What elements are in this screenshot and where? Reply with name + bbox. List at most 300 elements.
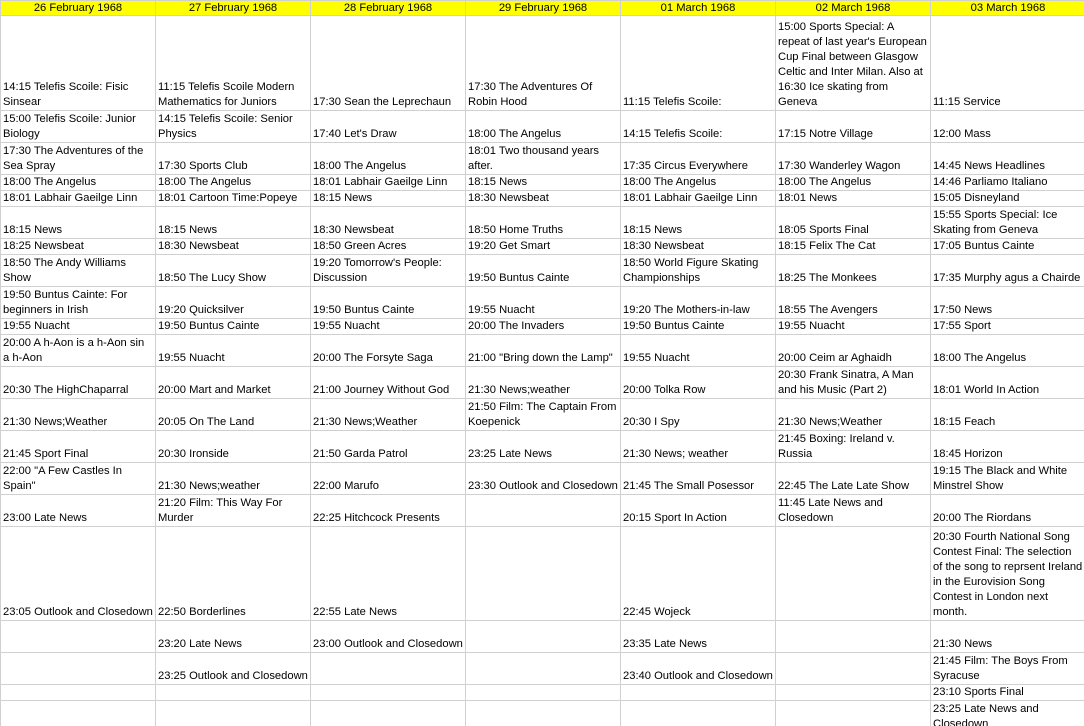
schedule-cell[interactable] <box>931 239 1084 255</box>
schedule-cell[interactable] <box>776 287 931 319</box>
schedule-cell[interactable] <box>466 335 621 367</box>
programme-text: 17:30 Sports Club <box>158 160 248 172</box>
schedule-cell[interactable] <box>776 207 931 239</box>
schedule-cell[interactable] <box>311 621 466 653</box>
schedule-cell[interactable] <box>311 191 466 207</box>
programme-text: 14:15 Telefis Scoile: Senior Physics <box>158 113 293 140</box>
schedule-cell[interactable] <box>621 287 776 319</box>
schedule-cell[interactable] <box>466 319 621 335</box>
programme-text: 14:45 News Headlines <box>933 160 1045 172</box>
programme-text: 21:30 News;Weather <box>313 416 418 428</box>
schedule-cell[interactable] <box>1 16 156 111</box>
programme-text: 18:50 World Figure Skating Championships <box>623 257 759 284</box>
schedule-cell[interactable] <box>466 399 621 431</box>
schedule-cell[interactable] <box>1 399 156 431</box>
schedule-cell[interactable] <box>311 111 466 143</box>
schedule-cell[interactable] <box>1 191 156 207</box>
schedule-cell[interactable] <box>156 175 311 191</box>
schedule-cell[interactable] <box>1 111 156 143</box>
programme-text: 18:25 Newsbeat <box>3 240 84 252</box>
schedule-cell[interactable] <box>931 367 1084 399</box>
programme-text: 21:50 Garda Patrol <box>313 448 408 460</box>
column-header[interactable]: 26 February 1968 <box>1 1 156 16</box>
schedule-cell[interactable] <box>776 255 931 287</box>
programme-text: 18:00 The Angelus <box>158 176 252 188</box>
schedule-cell[interactable] <box>466 685 621 701</box>
schedule-cell[interactable] <box>311 175 466 191</box>
schedule-cell[interactable] <box>311 495 466 527</box>
schedule-cell[interactable] <box>1 685 156 701</box>
schedule-cell[interactable] <box>156 207 311 239</box>
programme-text: 11:15 Telefis Scoile: <box>623 96 722 108</box>
programme-text: 18:15 Felix The Cat <box>778 240 876 252</box>
programme-text: 23:25 Late News and Closedown <box>933 703 1039 726</box>
table-row <box>1 175 1084 191</box>
programme-text: 22:25 Hitchcock Presents <box>313 512 440 524</box>
programme-text: 22:00 Marufo <box>313 480 379 492</box>
column-header[interactable]: 28 February 1968 <box>311 1 466 16</box>
programme-text: 20:00 Mart and Market <box>158 384 271 396</box>
programme-text: 18:00 The Angelus <box>623 176 717 188</box>
table-row <box>1 143 1084 175</box>
programme-text: 12:00 Mass <box>933 128 991 140</box>
programme-text: 18:00 The Angelus <box>933 352 1027 364</box>
schedule-cell[interactable] <box>311 701 466 726</box>
schedule-cell[interactable] <box>311 431 466 463</box>
programme-text: 20:30 Frank Sinatra, A Man and his Music (Part 2) <box>778 369 914 396</box>
programme-text: 18:50 The Andy Williams Show <box>3 257 126 284</box>
header-row <box>1 1 1084 16</box>
programme-text: 18:15 News <box>468 176 528 188</box>
schedule-cell[interactable] <box>466 621 621 653</box>
schedule-cell[interactable] <box>1 527 156 621</box>
table-row <box>1 191 1084 207</box>
schedule-cell[interactable] <box>776 527 931 621</box>
schedule-cell[interactable] <box>1 207 156 239</box>
schedule-cell[interactable] <box>621 621 776 653</box>
table-row <box>1 399 1084 431</box>
schedule-cell[interactable] <box>931 701 1084 726</box>
programme-text: 18:01 Labhair Gaeilge Linn <box>313 176 448 188</box>
programme-text: 15:00 Telefis Scoile: Junior Biology <box>3 113 136 140</box>
programme-text: 19:50 Buntus Cainte <box>623 320 725 332</box>
programme-text: 21:30 News;weather <box>158 480 260 492</box>
schedule-cell[interactable] <box>776 685 931 701</box>
programme-text: 19:55 Nuacht <box>468 304 535 316</box>
schedule-cell[interactable] <box>621 685 776 701</box>
schedule-cell[interactable] <box>931 255 1084 287</box>
programme-text: 21:45 The Small Posessor <box>623 480 755 492</box>
programme-text: 19:50 Buntus Cainte: For beginners in Irish <box>3 289 128 316</box>
programme-text: 18:50 Green Acres <box>313 240 407 252</box>
programme-text: 20:30 Ironside <box>158 448 229 460</box>
programme-text: 14:15 Telefis Scoile: Fisic Sinsear <box>3 81 129 108</box>
programme-text: 21:00 "Bring down the Lamp" <box>468 352 613 364</box>
schedule-cell[interactable] <box>621 319 776 335</box>
programme-text: 20:05 On The Land <box>158 416 255 428</box>
programme-text: 17:30 Wanderley Wagon <box>778 160 901 172</box>
schedule-cell[interactable] <box>466 255 621 287</box>
table-row <box>1 701 1084 726</box>
schedule-cell[interactable] <box>466 431 621 463</box>
programme-text: 23:35 Late News <box>623 638 707 650</box>
programme-text: 18:45 Horizon <box>933 448 1003 460</box>
programme-text: 17:35 Circus Everywhere <box>623 160 748 172</box>
schedule-cell[interactable] <box>311 463 466 495</box>
schedule-cell[interactable] <box>311 527 466 621</box>
schedule-cell[interactable] <box>466 367 621 399</box>
programme-text: 21:20 Film: This Way For Murder <box>158 497 283 524</box>
schedule-cell[interactable] <box>621 653 776 685</box>
schedule-cell[interactable] <box>311 367 466 399</box>
programme-text: 19:50 Buntus Cainte <box>313 304 415 316</box>
schedule-cell[interactable] <box>156 16 311 111</box>
programme-text: 15:00 Sports Special: A repeat of last year's European Cup Final between Glasgow Celtic and Inter Milan. Also at 16:30 Ice skating from Geneva <box>778 21 927 108</box>
table-row <box>1 16 1084 111</box>
programme-text: 23:30 Outlook and Closedown <box>468 480 618 492</box>
schedule-cell[interactable] <box>466 287 621 319</box>
schedule-cell[interactable] <box>1 175 156 191</box>
table-row <box>1 367 1084 399</box>
column-header[interactable]: 03 March 1968 <box>931 1 1084 16</box>
schedule-cell[interactable] <box>311 207 466 239</box>
programme-text: 17:50 News <box>933 304 993 316</box>
table-row <box>1 255 1084 287</box>
programme-text: 17:30 The Adventures Of Robin Hood <box>468 81 593 108</box>
schedule-cell[interactable] <box>311 399 466 431</box>
schedule-cell[interactable] <box>621 143 776 175</box>
schedule-cell[interactable] <box>931 191 1084 207</box>
programme-text: 21:45 Sport Final <box>3 448 89 460</box>
programme-text: 11:15 Service <box>933 96 1001 108</box>
schedule-cell[interactable] <box>776 319 931 335</box>
column-header[interactable]: 27 February 1968 <box>156 1 311 16</box>
programme-text: 22:00 "A Few Castles In Spain" <box>3 465 123 492</box>
table-row <box>1 463 1084 495</box>
schedule-cell[interactable] <box>311 653 466 685</box>
programme-text: 21:30 News;Weather <box>778 416 883 428</box>
schedule-cell[interactable] <box>931 399 1084 431</box>
programme-text: 15:55 Sports Special: Ice Skating from Geneva <box>933 209 1058 236</box>
programme-text: 22:45 The Late Late Show <box>778 480 910 492</box>
schedule-cell[interactable] <box>311 319 466 335</box>
schedule-cell[interactable] <box>1 239 156 255</box>
schedule-cell[interactable] <box>621 111 776 143</box>
programme-text: 18:30 Newsbeat <box>468 192 549 204</box>
programme-text: 18:01 News <box>778 192 838 204</box>
schedule-cell[interactable] <box>156 527 311 621</box>
schedule-cell[interactable] <box>621 399 776 431</box>
programme-text: 20:00 The Riordans <box>933 512 1032 524</box>
programme-text: 20:00 The Forsyte Saga <box>313 352 433 364</box>
schedule-cell[interactable] <box>156 335 311 367</box>
schedule-cell[interactable] <box>931 653 1084 685</box>
programme-text: 18:00 The Angelus <box>3 176 97 188</box>
schedule-cell[interactable] <box>1 287 156 319</box>
schedule-cell[interactable] <box>776 701 931 726</box>
programme-text: 18:00 The Angelus <box>778 176 872 188</box>
schedule-cell[interactable] <box>621 191 776 207</box>
schedule-cell[interactable] <box>931 143 1084 175</box>
programme-text: 19:55 Nuacht <box>623 352 690 364</box>
column-header[interactable]: 29 February 1968 <box>466 1 621 16</box>
schedule-cell[interactable] <box>156 191 311 207</box>
schedule-cell[interactable] <box>156 367 311 399</box>
schedule-cell[interactable] <box>776 463 931 495</box>
schedule-cell[interactable] <box>311 685 466 701</box>
schedule-cell[interactable] <box>621 527 776 621</box>
schedule-cell[interactable] <box>776 239 931 255</box>
schedule-cell[interactable] <box>1 319 156 335</box>
programme-text: 18:50 The Lucy Show <box>158 272 267 284</box>
schedule-cell[interactable] <box>776 431 931 463</box>
programme-text: 23:40 Outlook and Closedown <box>623 670 773 682</box>
table-row <box>1 431 1084 463</box>
schedule-cell[interactable] <box>1 367 156 399</box>
programme-text: 19:15 The Black and White Minstrel Show <box>933 465 1068 492</box>
programme-text: 18:50 Home Truths <box>468 224 564 236</box>
table-row <box>1 239 1084 255</box>
schedule-cell[interactable] <box>931 207 1084 239</box>
programme-text: 23:00 Late News <box>3 512 87 524</box>
programme-text: 18:30 Newsbeat <box>313 224 394 236</box>
schedule-cell[interactable] <box>156 287 311 319</box>
schedule-cell[interactable] <box>156 653 311 685</box>
programme-text: 19:55 Nuacht <box>3 320 70 332</box>
schedule-cell[interactable] <box>156 255 311 287</box>
programme-text: 17:35 Murphy agus a Chairde <box>933 272 1081 284</box>
schedule-cell[interactable] <box>621 175 776 191</box>
schedule-cell[interactable] <box>776 175 931 191</box>
programme-text: 20:30 The HighChaparral <box>3 384 129 396</box>
schedule-cell[interactable] <box>156 319 311 335</box>
schedule-cell[interactable] <box>156 701 311 726</box>
table-row <box>1 207 1084 239</box>
schedule-cell[interactable] <box>466 111 621 143</box>
table-row <box>1 287 1084 319</box>
programme-text: 21:50 Film: The Captain From Koepenick <box>468 401 617 428</box>
schedule-cell[interactable] <box>311 143 466 175</box>
schedule-cell[interactable] <box>931 495 1084 527</box>
programme-text: 17:05 Buntus Cainte <box>933 240 1035 252</box>
schedule-cell[interactable] <box>931 335 1084 367</box>
programme-text: 21:30 News; weather <box>623 448 729 460</box>
programme-text: 15:05 Disneyland <box>933 192 1020 204</box>
programme-text: 23:05 Outlook and Closedown <box>3 606 153 618</box>
schedule-cell[interactable] <box>1 701 156 726</box>
schedule-cell[interactable] <box>1 335 156 367</box>
programme-text: 21:45 Boxing: Ireland v. Russia <box>778 433 895 460</box>
schedule-cell[interactable] <box>931 16 1084 111</box>
schedule-cell[interactable] <box>776 111 931 143</box>
programme-text: 22:50 Borderlines <box>158 606 246 618</box>
schedule-cell[interactable] <box>931 527 1084 621</box>
schedule-cell[interactable] <box>466 463 621 495</box>
programme-text: 19:20 Quicksilver <box>158 304 244 316</box>
programme-text: 17:55 Sport <box>933 320 991 332</box>
programme-text: 18:25 The Monkees <box>778 272 877 284</box>
programme-text: 19:50 Buntus Cainte <box>158 320 260 332</box>
schedule-cell[interactable] <box>776 191 931 207</box>
programme-text: 18:01 World In Action <box>933 384 1040 396</box>
programme-text: 20:00 The Invaders <box>468 320 565 332</box>
schedule-cell[interactable] <box>466 239 621 255</box>
schedule-cell[interactable] <box>621 463 776 495</box>
programme-text: 21:00 Journey Without God <box>313 384 450 396</box>
schedule-cell[interactable] <box>931 111 1084 143</box>
programme-text: 18:01 Labhair Gaeilge Linn <box>3 192 138 204</box>
schedule-cell[interactable] <box>156 399 311 431</box>
programme-text: 18:15 News <box>158 224 218 236</box>
schedule-cell[interactable] <box>621 495 776 527</box>
schedule-cell[interactable] <box>931 175 1084 191</box>
schedule-cell[interactable] <box>931 685 1084 701</box>
schedule-cell[interactable] <box>621 255 776 287</box>
programme-text: 20:00 Ceim ar Aghaidh <box>778 352 892 364</box>
programme-text: 17:30 The Adventures of the Sea Spray <box>3 145 144 172</box>
programme-text: 20:15 Sport In Action <box>623 512 727 524</box>
schedule-cell[interactable] <box>156 431 311 463</box>
programme-text: 23:25 Outlook and Closedown <box>158 670 308 682</box>
programme-text: 20:30 Fourth National Song Contest Final: The selection of the song to reprsent Ireland in the Eurovision Song Contest in London next month. <box>933 531 1083 618</box>
programme-text: 21:30 News;weather <box>468 384 570 396</box>
schedule-cell[interactable] <box>156 111 311 143</box>
programme-text: 18:01 Labhair Gaeilge Linn <box>623 192 758 204</box>
schedule-cell[interactable] <box>466 527 621 621</box>
schedule-cell[interactable] <box>466 653 621 685</box>
programme-text: 23:20 Late News <box>158 638 242 650</box>
schedule-cell[interactable] <box>621 335 776 367</box>
programme-text: 18:01 Two thousand years after. <box>468 145 600 172</box>
table-row <box>1 495 1084 527</box>
table-row <box>1 335 1084 367</box>
column-header[interactable]: 02 March 1968 <box>776 1 931 16</box>
schedule-cell[interactable] <box>156 463 311 495</box>
schedule-cell[interactable] <box>621 431 776 463</box>
schedule-cell[interactable] <box>156 239 311 255</box>
programme-text: 19:55 Nuacht <box>778 320 845 332</box>
schedule-cell[interactable] <box>311 16 466 111</box>
programme-text: 11:15 Telefis Scoile Modern Mathematics for Juniors <box>158 81 295 108</box>
schedule-cell[interactable] <box>931 621 1084 653</box>
programme-text: 22:45 Wojeck <box>623 606 691 618</box>
programme-text: 20:00 A h-Aon is a h-Aon sin a h-Aon <box>3 337 145 364</box>
table-row <box>1 527 1084 621</box>
programme-text: 23:10 Sports Final <box>933 686 1024 698</box>
schedule-cell[interactable] <box>466 207 621 239</box>
programme-text: 19:20 Get Smart <box>468 240 551 252</box>
programme-text: 23:25 Late News <box>468 448 552 460</box>
programme-text: 18:01 Cartoon Time:Popeye <box>158 192 298 204</box>
programme-text: 18:00 The Angelus <box>468 128 562 140</box>
schedule-cell[interactable] <box>466 143 621 175</box>
schedule-cell[interactable] <box>931 287 1084 319</box>
schedule-cell[interactable] <box>931 319 1084 335</box>
table-row <box>1 653 1084 685</box>
programme-text: 20:00 Tolka Row <box>623 384 706 396</box>
schedule-cell[interactable] <box>1 495 156 527</box>
schedule-cell[interactable] <box>1 653 156 685</box>
schedule-cell[interactable] <box>1 463 156 495</box>
programme-text: 22:55 Late News <box>313 606 397 618</box>
programme-text: 23:00 Outlook and Closedown <box>313 638 463 650</box>
schedule-cell[interactable] <box>621 16 776 111</box>
programme-text: 14:46 Parliamo Italiano <box>933 176 1048 188</box>
schedule-cell[interactable] <box>776 367 931 399</box>
column-header[interactable]: 01 March 1968 <box>621 1 776 16</box>
schedule-cell[interactable] <box>311 287 466 319</box>
schedule-cell[interactable] <box>621 367 776 399</box>
schedule-cell[interactable] <box>1 143 156 175</box>
schedule-cell[interactable] <box>931 463 1084 495</box>
programme-text: 18:30 Newsbeat <box>158 240 239 252</box>
programme-text: 19:55 Nuacht <box>158 352 225 364</box>
programme-text: 18:15 News <box>313 192 373 204</box>
table-row <box>1 685 1084 701</box>
table-row <box>1 621 1084 653</box>
programme-text: 18:15 News <box>623 224 683 236</box>
programme-text: 21:45 Film: The Boys From Syracuse <box>933 655 1068 682</box>
table-row <box>1 111 1084 143</box>
schedule-cell[interactable] <box>776 495 931 527</box>
programme-text: 18:55 The Avengers <box>778 304 878 316</box>
programme-text: 18:15 Feach <box>933 416 996 428</box>
schedule-cell[interactable] <box>931 431 1084 463</box>
programme-text: 11:45 Late News and Closedown <box>778 497 883 524</box>
schedule-cell[interactable] <box>621 207 776 239</box>
programme-text: 17:30 Sean the Leprechaun <box>313 96 452 108</box>
schedule-cell[interactable] <box>776 335 931 367</box>
schedule-cell[interactable] <box>466 175 621 191</box>
programme-text: 19:55 Nuacht <box>313 320 380 332</box>
programme-text: 20:30 I Spy <box>623 416 680 428</box>
schedule-cell[interactable] <box>156 621 311 653</box>
programme-text: 19:50 Buntus Cainte <box>468 272 570 284</box>
programme-text: 18:05 Sports Final <box>778 224 869 236</box>
schedule-cell[interactable] <box>776 143 931 175</box>
schedule-cell[interactable] <box>156 685 311 701</box>
schedule-cell[interactable] <box>776 653 931 685</box>
schedule-cell[interactable] <box>776 16 931 111</box>
schedule-cell[interactable] <box>776 621 931 653</box>
programme-text: 17:40 Let's Draw <box>313 128 397 140</box>
programme-text: 14:15 Telefis Scoile: <box>623 128 723 140</box>
programme-text: 18:30 Newsbeat <box>623 240 704 252</box>
schedule-cell[interactable] <box>776 399 931 431</box>
schedule-cell[interactable] <box>311 255 466 287</box>
programme-text: 18:00 The Angelus <box>313 160 407 172</box>
schedule-cell[interactable] <box>1 621 156 653</box>
schedule-cell[interactable] <box>466 16 621 111</box>
schedule-cell[interactable] <box>1 255 156 287</box>
table-row <box>1 319 1084 335</box>
programme-text: 21:30 News <box>933 638 993 650</box>
schedule-cell[interactable] <box>1 431 156 463</box>
schedule-cell[interactable] <box>156 495 311 527</box>
schedule-cell[interactable] <box>621 239 776 255</box>
schedule-cell[interactable] <box>466 495 621 527</box>
schedule-cell[interactable] <box>466 191 621 207</box>
schedule-cell[interactable] <box>466 701 621 726</box>
programme-text: 19:20 The Mothers-in-law <box>623 304 750 316</box>
schedule-cell[interactable] <box>311 335 466 367</box>
schedule-cell[interactable] <box>311 239 466 255</box>
schedule-cell[interactable] <box>156 143 311 175</box>
programme-text: 19:20 Tomorrow's People: Discussion <box>313 257 442 284</box>
schedule-cell[interactable] <box>621 701 776 726</box>
programme-text: 18:15 News <box>3 224 63 236</box>
programme-text: 21:30 News;Weather <box>3 416 108 428</box>
